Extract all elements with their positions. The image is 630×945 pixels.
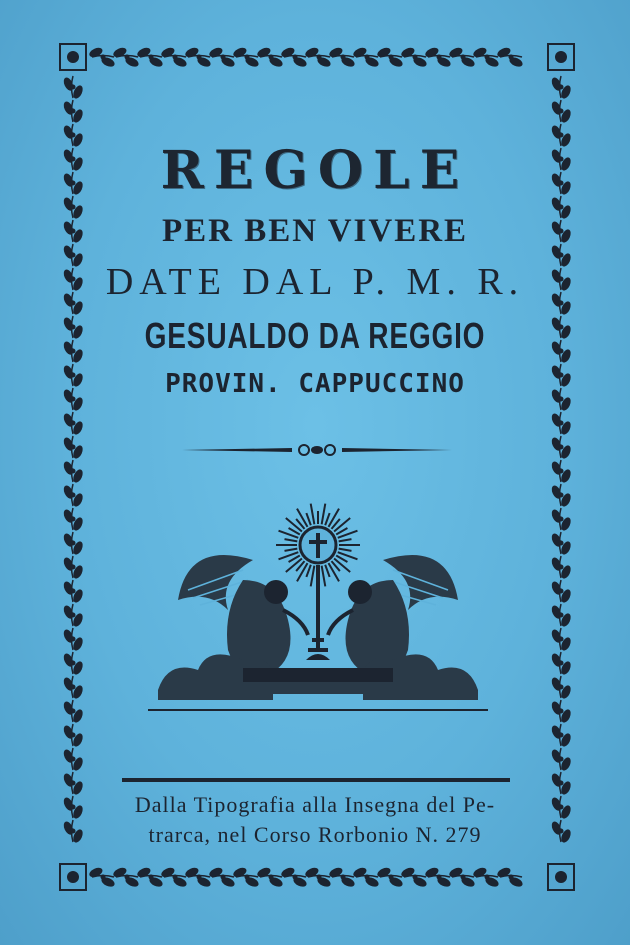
subtitle: PER BEN VIVERE	[161, 213, 469, 249]
printer-imprint	[100, 790, 530, 850]
title-block	[92, 140, 538, 400]
main-title: REGOLE	[160, 140, 470, 201]
imprint-rule	[122, 778, 510, 782]
imprint-line-2: trarca, nel Corso Rorbonio N. 279	[148, 822, 482, 847]
imprint-line-1: Dalla Tipografia alla Insegna del Pe-	[134, 792, 496, 817]
monstrance-with-adoring-angels-icon	[148, 500, 488, 720]
author-office: PROVIN. CAPPUCCINO	[165, 369, 465, 399]
ornamental-rule-icon	[182, 440, 452, 460]
attribution-line: DATE DAL P. M. R.	[105, 261, 525, 303]
author-name: GESUALDO DA REGGIO	[144, 315, 486, 356]
